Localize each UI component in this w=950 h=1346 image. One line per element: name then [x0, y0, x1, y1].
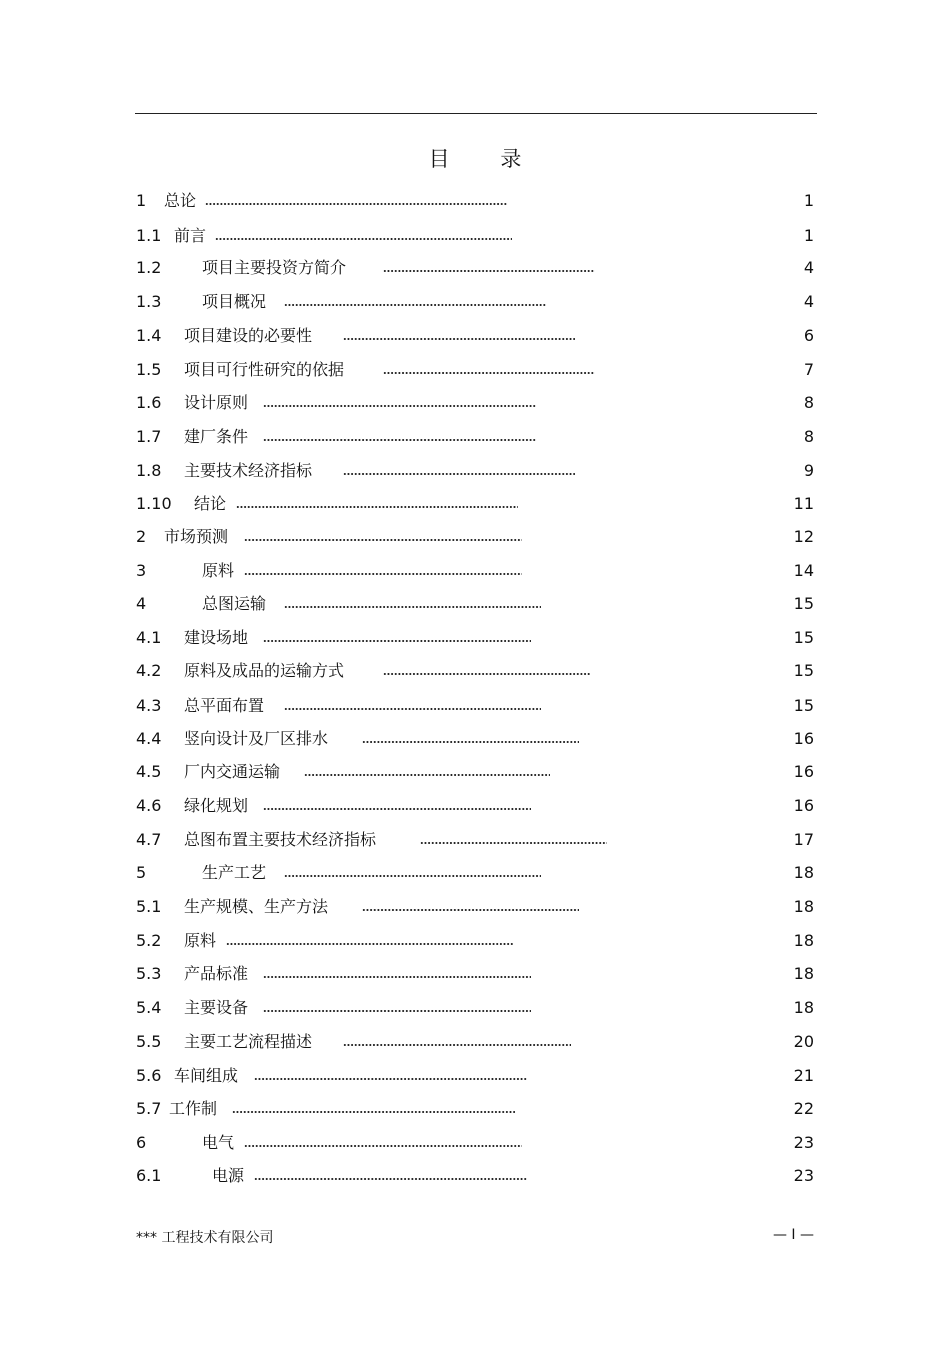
toc-entry[interactable] — [0, 694, 950, 718]
toc-entry-page: 20 — [793, 1032, 814, 1051]
toc-dot-leader — [263, 637, 531, 645]
toc-dot-leader — [383, 369, 595, 377]
toc-dot-leader — [383, 670, 590, 678]
toc-entry[interactable] — [0, 559, 950, 583]
toc-entry-title: 竖向设计及厂区排水 — [184, 729, 329, 748]
toc-entry-page: 23 — [793, 1133, 814, 1152]
toc-entry[interactable] — [0, 290, 950, 314]
toc-dot-leader — [244, 570, 522, 578]
toc-entry-page: 21 — [793, 1066, 814, 1085]
toc-dot-leader — [420, 839, 607, 847]
toc-entry-page: 16 — [793, 796, 814, 815]
toc-entry-title: 原料及成品的运输方式 — [184, 661, 345, 680]
toc-entry[interactable] — [0, 425, 950, 449]
toc-entry-title: 生产规模、生产方法 — [184, 897, 329, 916]
toc-entry[interactable] — [0, 189, 950, 213]
toc-entry[interactable] — [0, 895, 950, 919]
toc-entry-page: 22 — [793, 1099, 814, 1118]
toc-entry[interactable] — [0, 760, 950, 784]
toc-entry-title: 市场预测 — [164, 527, 229, 546]
toc-entry-title: 主要技术经济指标 — [184, 461, 313, 480]
toc-entry-title: 总图运输 — [202, 594, 267, 613]
toc-entry-title: 电源 — [212, 1166, 245, 1185]
toc-entry-number: 5.6 — [136, 1066, 162, 1085]
toc-entry[interactable] — [0, 459, 950, 483]
footer-company: *** 工程技术有限公司 — [136, 1230, 274, 1246]
toc-entry-page: 18 — [793, 964, 814, 983]
toc-entry-title: 绿化规划 — [184, 796, 249, 815]
toc-entry-page: 18 — [793, 998, 814, 1017]
toc-entry-page: 4 — [803, 258, 814, 277]
toc-dot-leader — [263, 805, 531, 813]
toc-dot-leader — [343, 1041, 571, 1049]
toc-entry-page: 1 — [803, 191, 814, 210]
toc-entry[interactable] — [0, 1131, 950, 1155]
toc-dot-leader — [362, 738, 579, 746]
toc-dot-leader — [304, 771, 550, 779]
toc-entry[interactable] — [0, 727, 950, 751]
toc-entry[interactable] — [0, 996, 950, 1020]
toc-dot-leader — [215, 235, 512, 243]
toc-entry-number: 1.6 — [136, 393, 162, 412]
toc-entry-number: 5.3 — [136, 964, 162, 983]
toc-dot-leader — [284, 872, 541, 880]
toc-entry[interactable] — [0, 391, 950, 415]
toc-entry-page: 12 — [793, 527, 814, 546]
toc-dot-leader — [343, 335, 575, 343]
toc-dot-leader — [263, 436, 536, 444]
toc-dot-leader — [343, 470, 575, 478]
toc-entry-number: 5.4 — [136, 998, 162, 1017]
toc-entry-title: 建设场地 — [184, 628, 249, 647]
toc-entry-number: 5.5 — [136, 1032, 162, 1051]
toc-entry-page: 14 — [793, 561, 814, 580]
toc-dot-leader — [236, 503, 518, 511]
toc-entry-number: 1.7 — [136, 427, 162, 446]
toc-entry-number: 1.10 — [136, 494, 172, 513]
toc-entry-number: 1.8 — [136, 461, 162, 480]
toc-entry-number: 5.1 — [136, 897, 162, 916]
toc-entry-page: 6 — [803, 326, 814, 345]
toc-entry-page: 11 — [793, 494, 814, 513]
toc-entry-number: 1.4 — [136, 326, 162, 345]
toc-dot-leader — [254, 1075, 527, 1083]
toc-entry-title: 主要设备 — [184, 998, 249, 1017]
toc-entry-number: 4.3 — [136, 696, 162, 715]
toc-entry[interactable] — [0, 929, 950, 953]
toc-entry-page: 15 — [793, 628, 814, 647]
toc-entry-title: 总论 — [164, 191, 197, 210]
toc-entry[interactable] — [0, 492, 950, 516]
toc-entry-page: 8 — [803, 393, 814, 412]
toc-entry[interactable] — [0, 592, 950, 616]
toc-dot-leader — [284, 603, 541, 611]
toc-entry-number: 5 — [136, 863, 147, 882]
toc-entry[interactable] — [0, 324, 950, 348]
toc-entry-page: 7 — [803, 360, 814, 379]
toc-entry-title: 工作制 — [169, 1099, 218, 1118]
toc-dot-leader — [263, 1007, 531, 1015]
toc-entry-number: 4.2 — [136, 661, 162, 680]
toc-entry-title: 生产工艺 — [202, 863, 267, 882]
footer-page-number: — I — — [772, 1227, 814, 1243]
toc-dot-leader — [284, 705, 541, 713]
toc-dot-leader — [263, 402, 536, 410]
toc-entry-title: 车间组成 — [174, 1066, 239, 1085]
toc-entry-page: 16 — [793, 729, 814, 748]
toc-entry[interactable] — [0, 358, 950, 382]
toc-entry[interactable] — [0, 962, 950, 986]
header-rule — [135, 113, 817, 114]
toc-entry[interactable] — [0, 1097, 950, 1121]
toc-entry[interactable] — [0, 659, 950, 683]
toc-dot-leader — [284, 301, 546, 309]
toc-entry-page: 4 — [803, 292, 814, 311]
toc-entry-title: 原料 — [184, 931, 217, 950]
toc-entry-page: 16 — [793, 762, 814, 781]
toc-entry[interactable] — [0, 794, 950, 818]
toc-dot-leader — [232, 1108, 515, 1116]
toc-entry-title: 项目概况 — [202, 292, 267, 311]
toc-entry-page: 18 — [793, 931, 814, 950]
toc-entry[interactable] — [0, 525, 950, 549]
toc-entry-number: 2 — [136, 527, 147, 546]
toc-entry-number: 6 — [136, 1133, 147, 1152]
toc-entry-number: 5.7 — [136, 1099, 162, 1118]
toc-entry[interactable] — [0, 861, 950, 885]
toc-dot-leader — [263, 973, 531, 981]
toc-entry-title: 结论 — [194, 494, 227, 513]
toc-entry[interactable] — [0, 224, 950, 248]
toc-entry-title: 产品标准 — [184, 964, 249, 983]
toc-entry-title: 前言 — [174, 226, 207, 245]
toc-dot-leader — [383, 267, 595, 275]
toc-entry[interactable] — [0, 1030, 950, 1054]
toc-entry-number: 4.1 — [136, 628, 162, 647]
toc-entry-number: 4.5 — [136, 762, 162, 781]
toc-entry[interactable] — [0, 626, 950, 650]
toc-entry-number: 4 — [136, 594, 147, 613]
toc-entry-number: 1.2 — [136, 258, 162, 277]
toc-entry-page: 18 — [793, 863, 814, 882]
toc-entry-page: 17 — [793, 830, 814, 849]
toc-entry[interactable] — [0, 828, 950, 852]
toc-entry-title: 设计原则 — [184, 393, 249, 412]
toc-entry-title: 总平面布置 — [184, 696, 265, 715]
toc-entry-page: 9 — [803, 461, 814, 480]
toc-entry-title: 主要工艺流程描述 — [184, 1032, 313, 1051]
toc-dot-leader — [244, 1142, 522, 1150]
toc-entry-number: 1 — [136, 191, 147, 210]
toc-dot-leader — [244, 536, 522, 544]
toc-entry-title: 项目主要投资方简介 — [202, 258, 347, 277]
toc-entry-number: 3 — [136, 561, 147, 580]
toc-entry-number: 1.5 — [136, 360, 162, 379]
toc-title: 目 录 — [428, 147, 544, 171]
toc-entry-title: 建厂条件 — [184, 427, 249, 446]
toc-entry-number: 1.3 — [136, 292, 162, 311]
toc-dot-leader — [226, 940, 513, 948]
toc-entry-title: 项目可行性研究的依据 — [184, 360, 345, 379]
toc-dot-leader — [205, 200, 507, 208]
toc-entry-title: 项目建设的必要性 — [184, 326, 313, 345]
toc-entry-number: 1.1 — [136, 226, 162, 245]
toc-entry-page: 23 — [793, 1166, 814, 1185]
toc-entry-page: 15 — [793, 661, 814, 680]
toc-entry[interactable] — [0, 256, 950, 280]
toc-dot-leader — [362, 906, 579, 914]
toc-entry-number: 4.7 — [136, 830, 162, 849]
toc-entry[interactable] — [0, 1164, 950, 1188]
toc-entry-number: 6.1 — [136, 1166, 162, 1185]
toc-entry[interactable] — [0, 1064, 950, 1088]
toc-entry-page: 18 — [793, 897, 814, 916]
toc-entry-number: 4.4 — [136, 729, 162, 748]
toc-entry-title: 总图布置主要技术经济指标 — [184, 830, 377, 849]
toc-entry-title: 电气 — [202, 1133, 235, 1152]
toc-entry-number: 4.6 — [136, 796, 162, 815]
toc-entry-title: 原料 — [202, 561, 235, 580]
toc-entry-number: 5.2 — [136, 931, 162, 950]
toc-dot-leader — [254, 1175, 527, 1183]
toc-entry-page: 15 — [793, 594, 814, 613]
toc-entry-page: 15 — [793, 696, 814, 715]
toc-entry-page: 8 — [803, 427, 814, 446]
toc-entry-page: 1 — [803, 226, 814, 245]
toc-entry-title: 厂内交通运输 — [184, 762, 281, 781]
